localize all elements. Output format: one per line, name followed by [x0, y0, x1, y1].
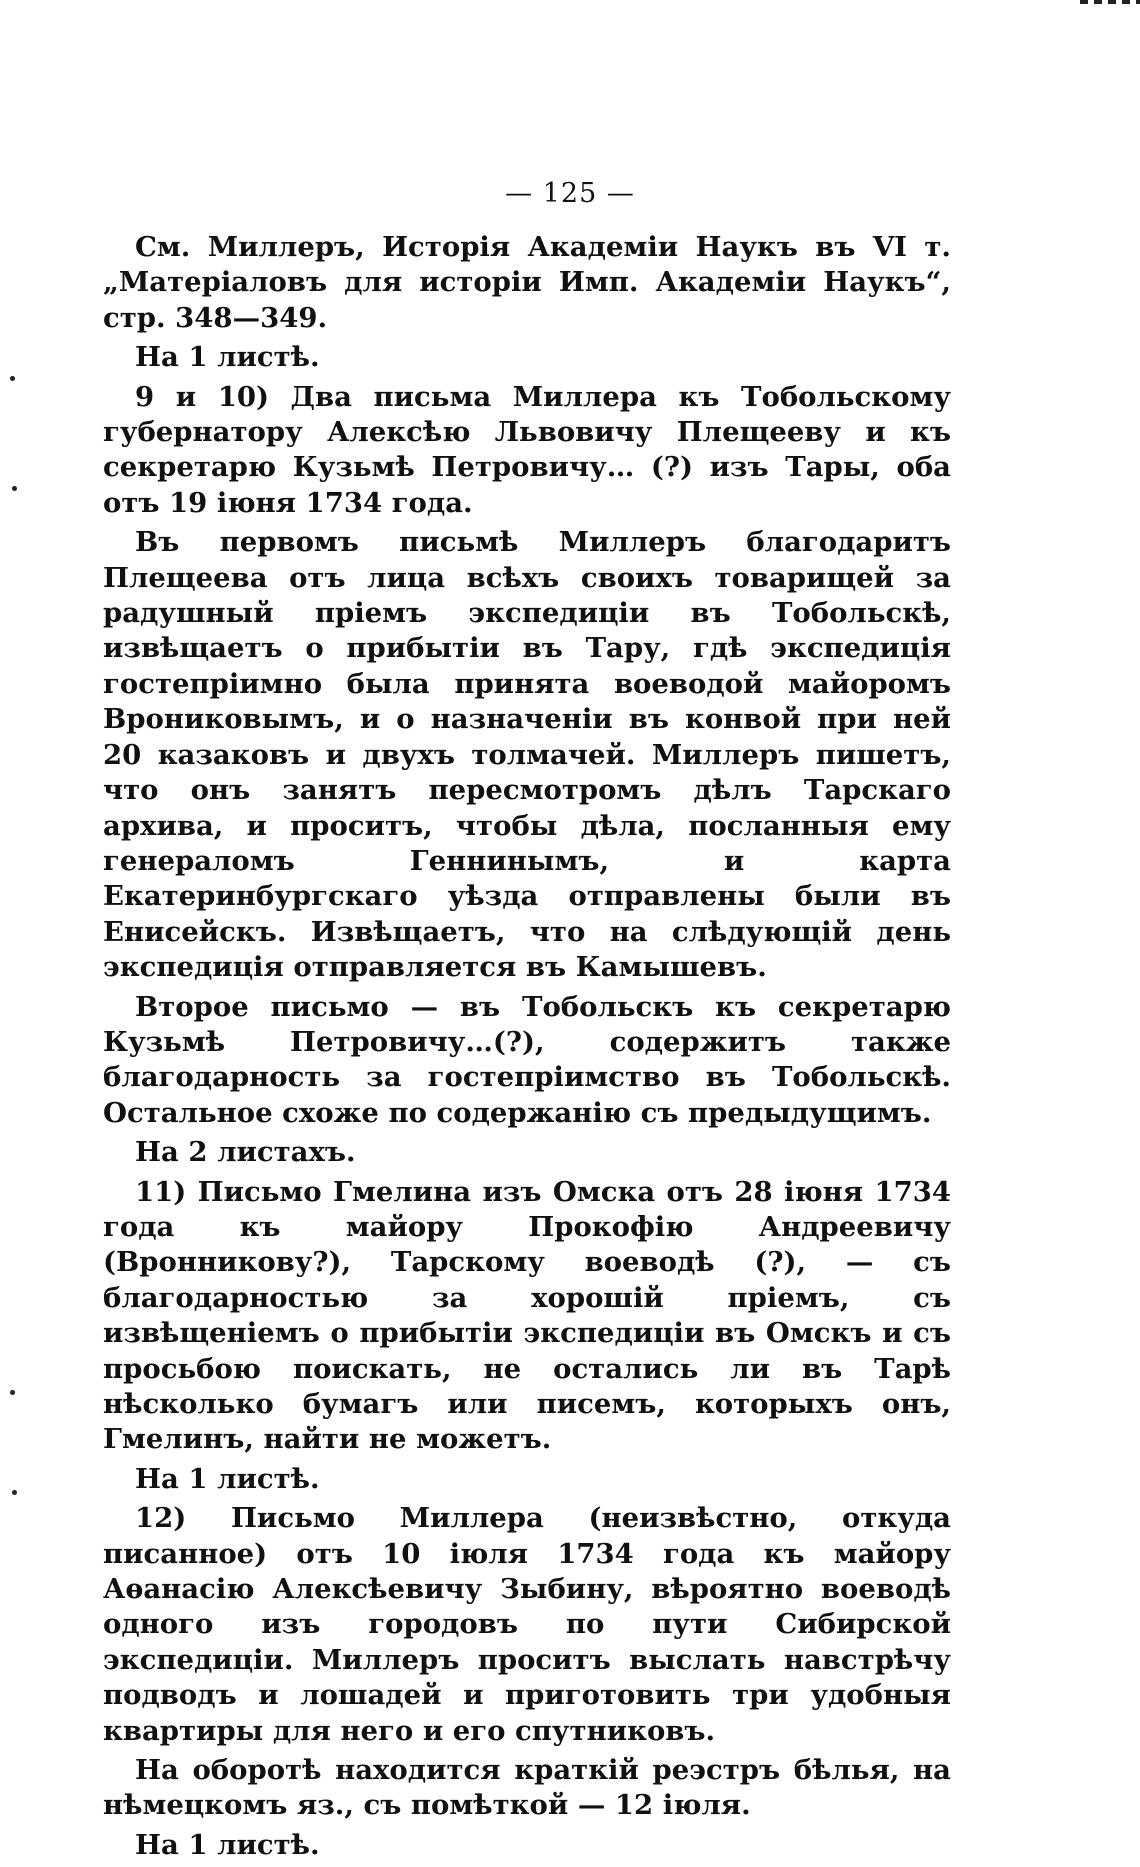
- scan-speck: [10, 376, 15, 381]
- paragraph-first-letter: Въ первомъ письмѣ Миллеръ благодаритъ Плещеева отъ лица всѣхъ своихъ товарищей за радушный пріемъ экспедиціи въ Тобольскѣ, извѣщаетъ о прибытіи въ Тару, гдѣ экспедиція гостепріимно была принята воеводой майоромъ Врониковымъ, и о назначеніи въ конвой при ней 20 казаковъ и двухъ толмачей. Миллеръ пишетъ, что онъ занятъ пересмотромъ дѣлъ Тарскаго архива, и проситъ, чтобы дѣла, посланныя ему генераломъ Геннинымъ, и карта Екатеринбургскаго уѣзда отправлены были въ Енисейскъ. Извѣщаетъ, что на слѣдующій день экспедиція отправляется въ Камышевъ.: [103, 526, 951, 984]
- paragraph-item-9-10: 9 и 10) Два письма Миллера къ Тобольскому губернатору Алексѣю Львовичу Плещееву и къ секретарю Кузьмѣ Петровичу… (?) изъ Тары, оба отъ 19 іюня 1734 года.: [103, 380, 951, 519]
- scan-speck: [12, 1490, 17, 1495]
- page-number: — 125 —: [505, 178, 635, 209]
- paragraph-sheet-count: На 2 листахъ.: [135, 1136, 356, 1169]
- paragraph-sheet-count: На 1 листѣ.: [135, 1462, 320, 1495]
- paragraph-second-letter: Второе письмо — въ Тобольскъ къ секретарю Кузьмѣ Петровичу…(?), содержитъ также благодарность за гостепріимство въ Тобольскѣ. Остальное схоже по содержанію съ предыдущимъ.: [103, 990, 951, 1129]
- scan-edge-mark: [1080, 0, 1140, 4]
- paragraph-reference: См. Миллеръ, Исторія Академіи Наукъ въ VI т. „Матеріаловъ для исторіи Имп. Академіи Наукъ“, стр. 348—349.: [103, 231, 951, 334]
- paragraph-sheet-count: На 1 листѣ.: [135, 1828, 320, 1861]
- scan-speck: [10, 1390, 15, 1395]
- paragraph-item-11: 11) Письмо Гмелина изъ Омска отъ 28 іюня 1734 года къ майору Прокофію Андреевичу (Вронникову?), Тарскому воеводѣ (?), — съ благодарностью за хорошій пріемъ, съ извѣщеніемъ о прибытіи экспедиціи въ Омскъ и съ просьбою поискать, не остались ли въ Тарѣ нѣсколько бумагъ или писемъ, которыхъ онъ, Гмелинъ, найти не можетъ.: [103, 1175, 951, 1456]
- body-text: [103, 230, 951, 1867]
- paragraph-sheet-count: На 1 листѣ.: [135, 341, 320, 374]
- paragraph-item-12: 12) Письмо Миллера (неизвѣстно, откуда писанное) отъ 10 іюля 1734 года къ майору Аѳанасію Алексѣевичу Зыбину, вѣроятно воеводѣ одного изъ городовъ по пути Сибирской экспедиціи. Миллеръ проситъ выслать навстрѣчу подводъ и лошадей и приготовить три удобныя квартиры для него и его спутниковъ.: [103, 1502, 951, 1747]
- scan-speck: [12, 486, 17, 491]
- paragraph-reverse-note: На оборотѣ находится краткій реэстръ бѣлья, на нѣмецкомъ яз., съ помѣткой — 12 іюля.: [103, 1754, 951, 1822]
